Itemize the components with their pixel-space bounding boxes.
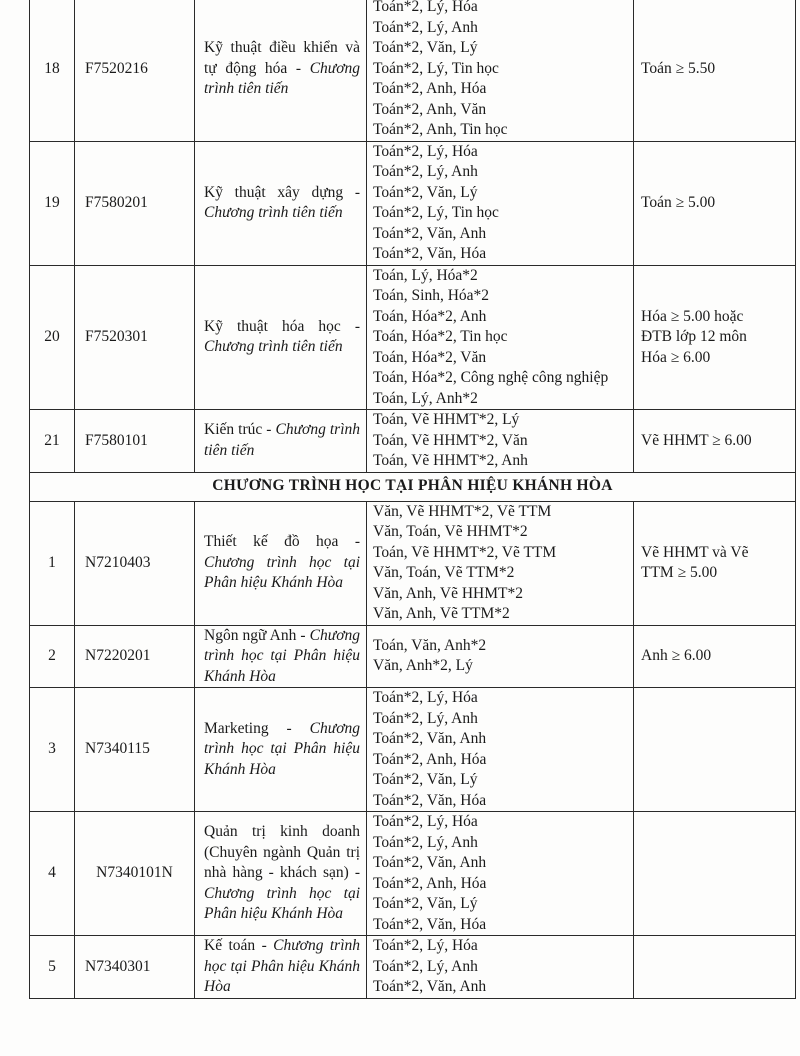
program-code: N7340115 <box>75 688 195 812</box>
subject-combination: Toán*2, Văn, Lý <box>373 895 478 912</box>
admission-condition <box>634 688 796 812</box>
subject-combination: Toán, Hóa*2, Anh <box>373 307 487 325</box>
program-name <box>195 936 367 999</box>
subject-combinations <box>367 410 634 473</box>
subject-combination: Văn, Toán, Vẽ TTM*2 <box>373 564 515 581</box>
program-name-italic: Chương trình tiên tiến <box>204 421 361 459</box>
subject-combination: Toán, Hóa*2, Văn <box>373 348 487 366</box>
subject-combinations <box>367 141 634 265</box>
table-row <box>30 501 796 625</box>
admission-condition <box>634 501 796 625</box>
program-name-italic: Chương trình tiên tiến <box>204 338 343 356</box>
admission-condition <box>634 812 796 936</box>
subject-combination: Toán*2, Văn, Anh <box>373 224 487 242</box>
row-number: 3 <box>30 688 75 812</box>
program-code: N7210403 <box>75 501 195 625</box>
condition-line: Toán ≥ 5.50 <box>641 59 716 77</box>
program-name-plain: Quản trị kinh doanh (Chuyên ngành Quản trị nhà hàng - khách sạn) - <box>204 823 360 882</box>
program-name <box>195 812 367 936</box>
program-name-plain: Ngôn ngữ Anh - <box>204 626 306 644</box>
row-number: 1 <box>30 501 75 625</box>
program-code: F7580201 <box>75 141 195 265</box>
program-code: F7520216 <box>75 0 195 141</box>
subject-combination: Toán*2, Lý, Hóa <box>373 142 478 160</box>
program-name-plain: Kiến trúc - <box>204 421 272 439</box>
subject-combination: Toán, Lý, Hóa*2 <box>373 266 478 284</box>
subject-combinations <box>367 625 634 688</box>
subject-combinations <box>367 936 634 999</box>
program-name-italic: Chương trình học tại Phân hiệu Khánh Hòa <box>204 884 360 923</box>
subject-combination: Toán*2, Văn, Lý <box>373 39 478 56</box>
program-name <box>195 501 367 625</box>
admission-condition <box>634 936 796 999</box>
subject-combination: Toán*2, Văn, Hóa <box>373 791 487 809</box>
subject-combination: Toán*2, Anh, Hóa <box>373 80 487 97</box>
subject-combination: Văn, Anh, Vẽ TTM*2 <box>373 605 510 622</box>
program-name <box>195 688 367 812</box>
subject-combination: Toán*2, Lý, Anh <box>373 18 478 36</box>
program-name <box>195 0 367 141</box>
row-number: 4 <box>30 812 75 936</box>
condition-line: ĐTB lớp 12 môn <box>641 328 747 345</box>
subject-combination: Toán, Lý, Anh*2 <box>373 389 478 407</box>
subject-combination: Toán*2, Anh, Tin học <box>373 121 508 138</box>
program-name-italic: Chương trình học tại Phân hiệu Khánh Hòa <box>204 937 361 995</box>
subject-combination: Toán*2, Anh, Văn <box>373 100 487 118</box>
admission-condition <box>634 0 796 141</box>
subject-combination: Toán*2, Văn, Anh <box>373 854 487 871</box>
subject-combination: Toán, Văn, Anh*2 <box>373 636 487 654</box>
subject-combination: Toán*2, Văn, Hóa <box>373 915 487 933</box>
row-number: 2 <box>30 625 75 688</box>
admission-condition <box>634 625 796 688</box>
admission-condition <box>634 141 796 265</box>
subject-combination: Toán, Sinh, Hóa*2 <box>373 287 490 304</box>
admission-condition <box>634 410 796 473</box>
program-name-italic: Chương trình học tại Phân hiệu Khánh Hòa <box>204 719 360 778</box>
program-name-italic: Chương trình học tại Phân hiệu Khánh Hòa <box>204 553 360 592</box>
row-number: 20 <box>30 265 75 410</box>
program-name-italic: Chương trình tiên tiến <box>204 204 343 221</box>
table-body-top <box>30 0 796 472</box>
subject-combination: Toán, Vẽ HHMT*2, Anh <box>373 452 528 469</box>
program-name-plain: Kỹ thuật hóa học - <box>204 317 360 335</box>
subject-combination: Toán*2, Lý, Hóa <box>373 689 478 706</box>
condition-line: Anh ≥ 6.00 <box>641 647 712 664</box>
program-name-plain: Thiết kế đồ họa - <box>204 533 360 551</box>
table-row <box>30 625 796 688</box>
subject-combination: Toán*2, Anh, Hóa <box>373 874 487 892</box>
program-name-plain: Kế toán - <box>204 937 267 954</box>
subject-combinations <box>367 501 634 625</box>
subject-combination: Toán, Vẽ HHMT*2, Vẽ TTM <box>373 543 557 561</box>
subject-combination: Toán*2, Văn, Lý <box>373 771 478 788</box>
program-name <box>195 141 367 265</box>
condition-line: TTM ≥ 5.00 <box>641 564 718 581</box>
admission-table <box>29 0 796 999</box>
subject-combinations <box>367 0 634 141</box>
subject-combination: Toán, Hóa*2, Công nghệ công nghiệp <box>373 369 609 386</box>
subject-combination: Toán*2, Lý, Tin học <box>373 59 499 77</box>
subject-combination: Toán*2, Lý, Hóa <box>373 813 478 830</box>
subject-combination: Toán*2, Lý, Hóa <box>373 937 478 954</box>
subject-combination: Văn, Vẽ HHMT*2, Vẽ TTM <box>373 502 552 520</box>
subject-combination: Toán*2, Anh, Hóa <box>373 750 487 768</box>
program-name <box>195 410 367 473</box>
subject-combination: Toán*2, Văn, Hóa <box>373 245 487 262</box>
subject-combination: Toán*2, Lý, Anh <box>373 163 478 180</box>
table-row <box>30 141 796 265</box>
program-name-plain: Marketing - <box>204 719 292 737</box>
table-row <box>30 410 796 473</box>
table-row <box>30 265 796 410</box>
subject-combination: Toán*2, Lý, Anh <box>373 833 478 851</box>
section-header <box>30 472 796 501</box>
subject-combinations <box>367 265 634 410</box>
table-row <box>30 0 796 141</box>
condition-line: Hóa ≥ 5.00 hoặc <box>641 307 744 325</box>
subject-combination: Toán, Vẽ HHMT*2, Văn <box>373 431 528 449</box>
row-number: 21 <box>30 410 75 473</box>
subject-combination: Toán*2, Lý, Anh <box>373 709 478 727</box>
program-name-italic: Chương trình tiên tiến <box>204 59 361 97</box>
condition-line: Hóa ≥ 6.00 <box>641 348 711 366</box>
condition-line: Toán ≥ 5.00 <box>641 193 716 211</box>
subject-combination: Văn, Anh, Vẽ HHMT*2 <box>373 584 523 602</box>
program-name <box>195 625 367 688</box>
subject-combination: Toán, Hóa*2, Tin học <box>373 328 508 345</box>
program-name-plain: Kỹ thuật xây dựng - <box>204 183 360 201</box>
subject-combination: Toán, Vẽ HHMT*2, Lý <box>373 411 520 428</box>
program-code: F7520301 <box>75 265 195 410</box>
subject-combination: Toán*2, Văn, Anh <box>373 978 487 995</box>
admission-condition <box>634 265 796 410</box>
subject-combination: Toán*2, Văn, Lý <box>373 183 478 201</box>
subject-combination: Văn, Anh*2, Lý <box>373 657 473 675</box>
table-row <box>30 812 796 936</box>
program-code: N7340301 <box>75 936 195 999</box>
program-name-italic: Chương trình học tại Phân hiệu Khánh Hòa <box>204 626 360 685</box>
program-name <box>195 265 367 410</box>
subject-combinations <box>367 688 634 812</box>
section-title: CHƯƠNG TRÌNH HỌC TẠI PHÂN HIỆU KHÁNH HÒA <box>30 472 796 501</box>
table-row <box>30 936 796 999</box>
subject-combinations <box>367 812 634 936</box>
row-number: 5 <box>30 936 75 999</box>
subject-combination: Toán*2, Lý, Tin học <box>373 204 499 221</box>
program-code: N7340101N <box>75 812 195 936</box>
condition-line: Vẽ HHMT ≥ 6.00 <box>641 431 752 449</box>
program-code: N7220201 <box>75 625 195 688</box>
subject-combination: Toán*2, Lý, Hóa <box>373 0 478 15</box>
condition-line: Vẽ HHMT và Vẽ <box>641 543 749 561</box>
program-name-plain: Kỹ thuật điều khiển và tự động hóa - <box>204 39 360 77</box>
subject-combination: Toán*2, Văn, Anh <box>373 730 487 747</box>
table-row <box>30 688 796 812</box>
program-code: F7580101 <box>75 410 195 473</box>
row-number: 19 <box>30 141 75 265</box>
subject-combination: Toán*2, Lý, Anh <box>373 957 478 975</box>
subject-combination: Văn, Toán, Vẽ HHMT*2 <box>373 523 528 540</box>
row-number: 18 <box>30 0 75 141</box>
table-body-bottom <box>30 501 796 998</box>
